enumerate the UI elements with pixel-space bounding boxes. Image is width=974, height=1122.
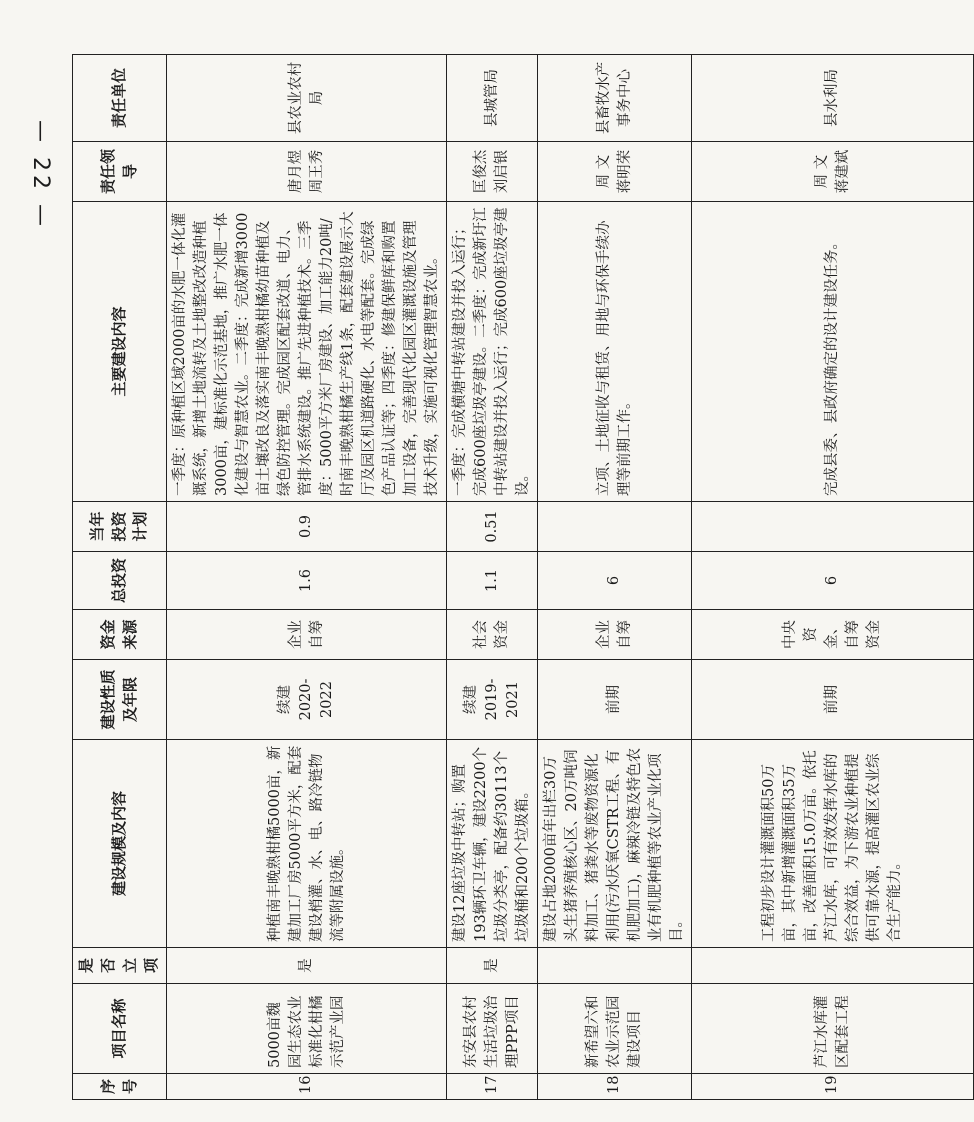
responsible-unit: 县农业农村局 <box>167 55 447 142</box>
annual-plan: 0.51 <box>447 502 538 552</box>
header-cell: 资金来源 <box>73 610 167 660</box>
funding-source: 企业自筹 <box>538 610 692 660</box>
responsible-leader: 唐月煜 周王秀 <box>167 142 447 202</box>
table-row <box>692 55 974 1100</box>
page-number: — 22 — <box>28 120 53 230</box>
responsible-unit: 县畜牧水产事务中心 <box>538 55 692 142</box>
funding-source: 社会资金 <box>447 610 538 660</box>
main-content: 一季度：原种植区域2000亩的水肥一体化灌溉系统，新增土地流转及土地整改改造种植3000亩，建标准化示范基地，推广水肥一体化建设与智慧农业。二季度：完成新增3000亩土壤改良及落实南丰晚熟柑橘幼苗种植及绿色防控管理。完成园区配套改道、电力、管排水系统建设。推广先进种植技术。三季度：5000平方米厂房建设、加工能力20吨/时南丰晚熟柑橘生产线1条，配套建设展示大厅及园区机道路硬化、水电等配套。完成绿色产品认证等；四季度：修建保鲜库和购置加工设备，完善现代化园区灌溉设施及管理技术升级，实施可视化管理智慧农业。 <box>167 202 447 502</box>
construction-nature: 续建 2019-2021 <box>447 660 538 740</box>
project-name: 5000亩魏园生态农业标准化柑橘示范产业园 <box>167 984 447 1074</box>
responsible-leader: 周 文 蒋明荣 <box>538 142 692 202</box>
scale-content: 建设12座垃圾中转站；购置193辆环卫车辆，建设2200个垃圾分类亭，配备约30113个垃圾桶和200个垃圾箱。 <box>447 740 538 948</box>
approval-status: 是 <box>167 948 447 984</box>
responsible-unit: 县水利局 <box>692 55 974 142</box>
row-number: 19 <box>692 1074 974 1100</box>
annual-plan <box>692 502 974 552</box>
main-content: 立项、土地征收与租赁、用地与环保手续办理等前期工作。 <box>538 202 692 502</box>
construction-nature: 前期 <box>692 660 974 740</box>
scale-content: 工程初步设计灌溉面积50万亩，其中新增灌溉面积35万亩，改善面积15.0万亩。依托芦江水库，可有效发挥水库的综合效益，为下游农业种植提供可靠水源，提高灌区农业综合生产能力。 <box>692 740 974 948</box>
total-investment: 1.1 <box>447 552 538 610</box>
project-table <box>72 54 974 1100</box>
project-name: 东安县农村生活垃圾治理PPP项目 <box>447 984 538 1074</box>
project-name: 新希望六和农业示范园建设项目 <box>538 984 692 1074</box>
rotated-table-wrapper <box>72 55 904 1100</box>
header-cell: 建设规模及内容 <box>73 740 167 948</box>
header-row <box>73 55 167 1100</box>
main-content: 完成县委、县政府确定的设计建设任务。 <box>692 202 974 502</box>
row-number: 17 <box>447 1074 538 1100</box>
funding-source: 企业自筹 <box>167 610 447 660</box>
header-cell: 主要建设内容 <box>73 202 167 502</box>
responsible-leader: 周 文 蒋建斌 <box>692 142 974 202</box>
header-cell: 序号 <box>73 1074 167 1100</box>
total-investment: 6 <box>538 552 692 610</box>
responsible-leader: 匡俊杰 刘启银 <box>447 142 538 202</box>
funding-source: 中央资金、自筹资金 <box>692 610 974 660</box>
main-content: 一季度：完成横塘中转站建设并投入运行；完成600座垃圾亭建设。二季度：完成新圩江中转站建设并投入运行；完成600座垃圾亭建设。 <box>447 202 538 502</box>
header-cell: 是否立项 <box>73 948 167 984</box>
header-cell: 当年投资计划 <box>73 502 167 552</box>
header-cell: 总投资 <box>73 552 167 610</box>
total-investment: 6 <box>692 552 974 610</box>
approval-status: 是 <box>447 948 538 984</box>
total-investment: 1.6 <box>167 552 447 610</box>
scale-content: 建设占地2000亩年出栏30万头生猪养殖核心区、20万吨饲料加工、猪粪水等废物资源化利用(污水厌氧CSTR工程、有机肥加工)，麻辣冷链及特色农业有机肥种植等农业产业化项目。 <box>538 740 692 948</box>
table-row <box>538 55 692 1100</box>
row-number: 18 <box>538 1074 692 1100</box>
header-cell: 建设性质及年限 <box>73 660 167 740</box>
table-row <box>167 55 447 1100</box>
annual-plan <box>538 502 692 552</box>
header-cell: 责任领导 <box>73 142 167 202</box>
annual-plan: 0.9 <box>167 502 447 552</box>
header-cell: 责任单位 <box>73 55 167 142</box>
table-row <box>447 55 538 1100</box>
construction-nature: 续建 2020-2022 <box>167 660 447 740</box>
construction-nature: 前期 <box>538 660 692 740</box>
header-cell: 项目名称 <box>73 984 167 1074</box>
row-number: 16 <box>167 1074 447 1100</box>
project-name: 芦江水库灌区配套工程 <box>692 984 974 1074</box>
approval-status <box>538 948 692 984</box>
responsible-unit: 县城管局 <box>447 55 538 142</box>
scale-content: 种植南丰晚熟柑橘5000亩，新建加工厂房5000平方米，配套建设梢灌、水、电、路冷链物流等附属设施。 <box>167 740 447 948</box>
approval-status <box>692 948 974 984</box>
